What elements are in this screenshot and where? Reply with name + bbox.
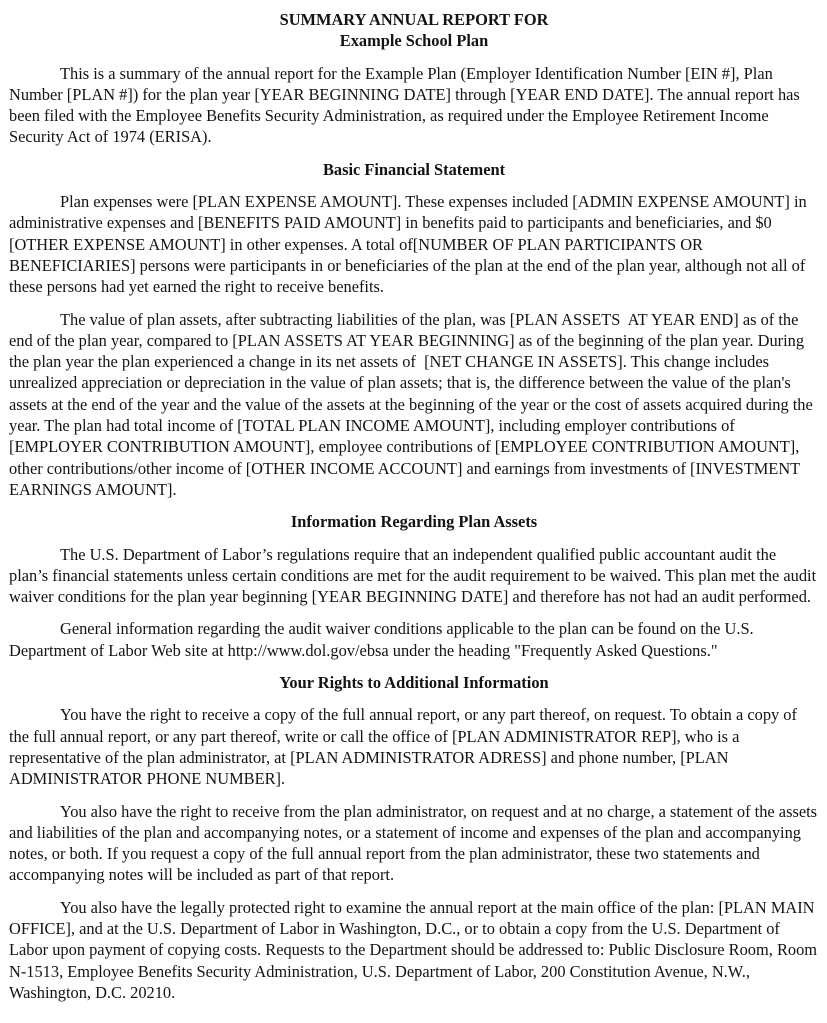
section-heading: Information Regarding Plan Assets	[290, 512, 538, 532]
paragraph: You have the right to receive a copy of the full annual report, or any part thereof, on request. To obtain a copy of the full annual report, or any part thereof, write or call the office of [PLAN ADMINISTRATOR REP], who is a representative of the plan administrator, at [PLAN ADMINISTRATOR ADRESS] and phone number, [PLAN ADMINISTRATOR PHONE NUMBER].	[9, 705, 802, 789]
section-your-rights-to-additional-information	[9, 672, 822, 1003]
paragraph: You also have the right to receive from the plan administrator, on request and at no charge, a statement of the assets and liabilities of the plan and accompanying notes, or a statement of income and expenses of the plan and accompanying notes, or both. If you request a copy of the full annual report from the plan administrator, these two statements and accompanying notes will be included as part of that report.	[9, 801, 822, 885]
paragraph: You also have the legally protected right to examine the annual report at the main office of the plan: [PLAN MAIN OFFICE], and at the U.S. Department of Labor in Washington, D.C., or to obtain a copy from the U.S. Department of Labor upon payment of copying costs. Requests to the Department should be addressed to: Public Disclosure Room, Room N-1513, Employee Benefits Security Administration, U.S. Department of Labor, 200 Constitution Avenue, N.W., Washington, D.C. 20210.	[9, 897, 822, 1002]
section-heading: Basic Financial Statement	[322, 159, 506, 179]
report-title: SUMMARY ANNUAL REPORT FOR	[279, 10, 549, 29]
section-heading: Your Rights to Additional Information	[279, 673, 549, 693]
section-basic-financial-statement	[9, 159, 819, 500]
paragraph: Plan expenses were [PLAN EXPENSE AMOUNT]. These expenses included [ADMIN EXPENSE AMOUNT] in administrative expenses and [BENEFITS PAID AMOUNT] in benefits paid to participants and beneficiaries, and $0 [OTHER EXPENSE AMOUNT] in other expenses. A total of[NUMBER OF PLAN PARTICIPANTS OR BENEFICIARIES] persons were participants in or beneficiaries of the plan at the end of the plan year, although not all of these persons had yet earned the right to receive benefits.	[9, 192, 811, 297]
section-information-regarding-plan-assets	[9, 511, 819, 661]
intro-paragraph: This is a summary of the annual report for the Example Plan (Employer Identification Number [EIN #], Plan Number [PLAN #]) for the plan year [YEAR BEGINNING DATE] through [YEAR END DATE]. The annual report has been filed with the Employee Benefits Security Administration, as required under the Employee Retirement Income Security Act of 1974 (ERISA).	[9, 63, 804, 147]
paragraph: The U.S. Department of Labor’s regulations require that an independent qualified public accountant audit the plan’s financial statements unless certain conditions are met for the audit requirement to be waived. This plan met the audit waiver conditions for the plan year beginning [YEAR BEGINNING DATE] and therefore has not had an audit performed.	[9, 544, 821, 607]
plan-name: Example School Plan	[339, 31, 489, 51]
document-title	[9, 9, 819, 52]
paragraph: The value of plan assets, after subtracting liabilities of the plan, was [PLAN ASSETS AT YEAR END] as of the end of the plan year, compared to [PLAN ASSETS AT YEAR BEGINNING] as of the beginning of the plan year. During the plan year the plan experienced a change in its net assets of [NET CHANGE IN ASSETS]. This change includes unrealized appreciation or depreciation in the value of plan assets; that is, the difference between the value of the plan's assets at the end of the year and the value of the assets at the beginning of the year or the cost of assets acquired during the year. The plan had total income of [TOTAL PLAN INCOME AMOUNT], including employer contributions of [EMPLOYER CONTRIBUTION AMOUNT], employee contributions of [EMPLOYEE CONTRIBUTION AMOUNT], other contributions/other income of [OTHER INCOME ACCOUNT] and earnings from investments of [INVESTMENT EARNINGS AMOUNT].	[9, 309, 817, 499]
paragraph: General information regarding the audit waiver conditions applicable to the plan can be found on the U.S. Department of Labor Web site at http://www.dol.gov/ebsa under the heading "Frequently Asked Questions."	[9, 619, 758, 660]
